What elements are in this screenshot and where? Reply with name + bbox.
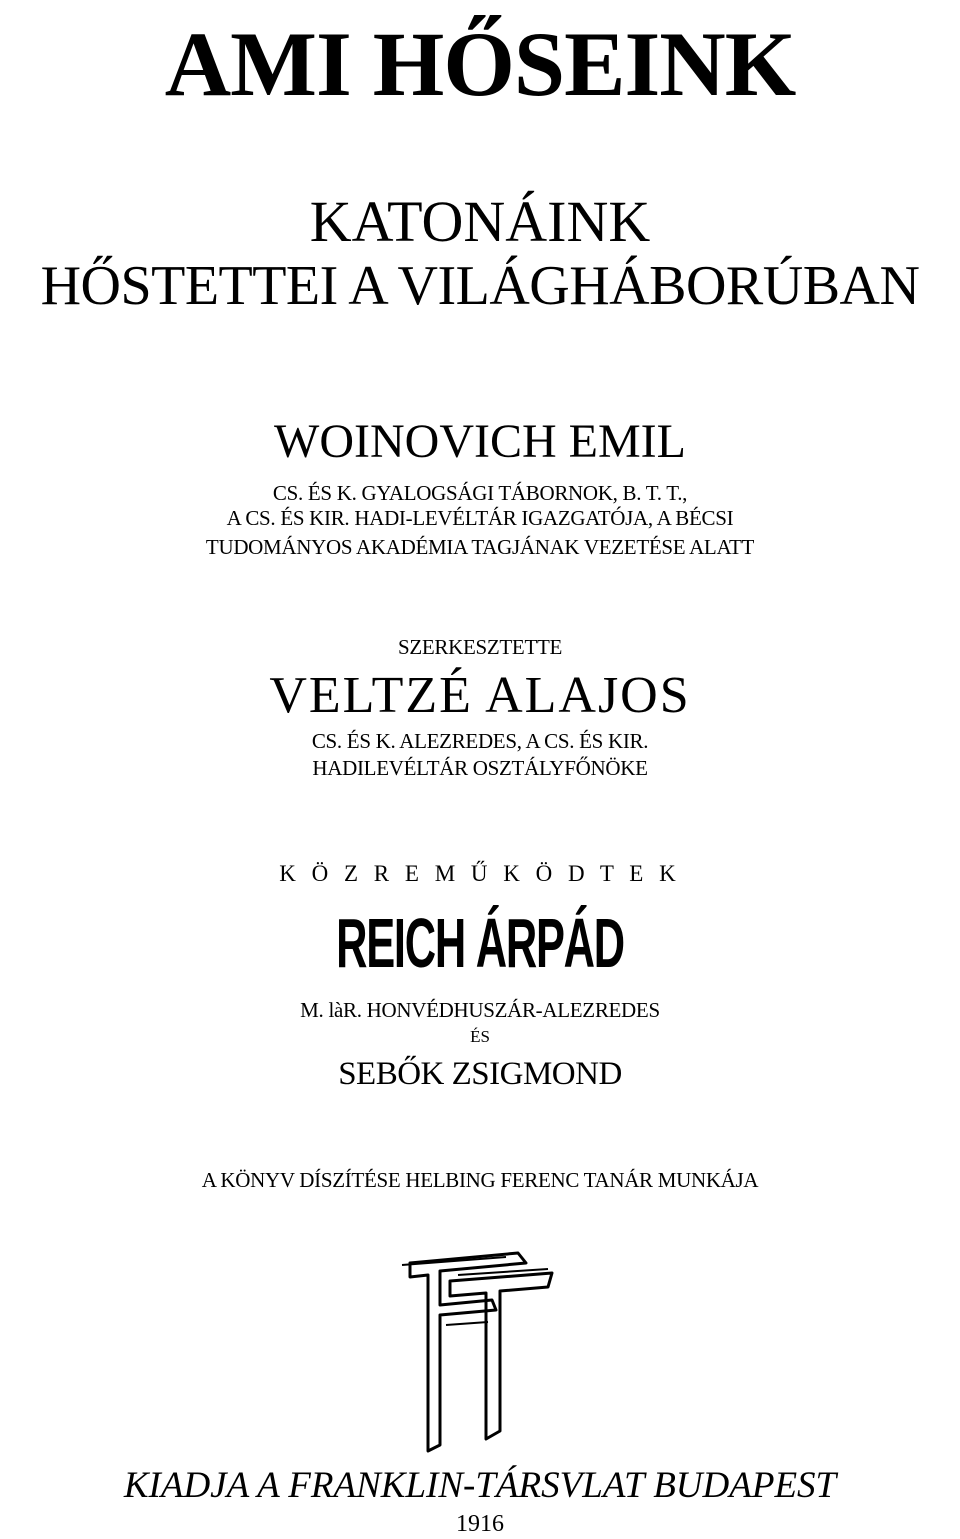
editor-role-line-2: HADILEVÉLTÁR OSZTÁLYFŐNÖKE [312, 756, 648, 780]
editor-name: VELTZÉ ALAJOS [269, 667, 691, 724]
author-name: WOINOVICH EMIL [274, 415, 686, 468]
publisher-monogram-icon [388, 1245, 558, 1460]
contributor-1-name: REICH ÁRPÁD [336, 904, 624, 982]
decoration-credit: A KÖNYV DÍSZÍTÉSE HELBING FERENC TANÁR MUNKÁJA [201, 1168, 759, 1192]
author-role-line-3: TUDOMÁNYOS AKADÉMIA TAGJÁNAK VEZETÉSE ALATT [205, 535, 755, 559]
publication-year: 1916 [456, 1511, 504, 1537]
publisher-line: KIADJA A FRANKLIN-TÁRSVLAT BUDAPEST [123, 1465, 837, 1506]
edited-by-label: SZERKESZTETTE [397, 635, 563, 659]
author-role-line-1: CS. ÉS K. GYALOGSÁGI TÁBORNOK, B. T. T., [272, 481, 688, 505]
contributor-conjunction: ÉS [470, 1027, 490, 1046]
book-title: AMI HŐSEINK [164, 13, 796, 115]
subtitle-line-2: HŐSTETTEI A VILÁGHÁBORÚBAN [40, 255, 920, 317]
subtitle-line-1: KATONÁINK [309, 189, 651, 254]
contributor-2-name: SEBŐK ZSIGMOND [338, 1056, 622, 1092]
editor-role-line-1: CS. ÉS K. ALEZREDES, A CS. ÉS KIR. [311, 729, 649, 753]
author-role-line-2: A CS. ÉS KIR. HADI-LEVÉLTÁR IGAZGATÓJA, A BÉCSI [226, 506, 734, 530]
contributor-1-role: M. làR. HONVÉDHUSZÁR-ALEZREDES [300, 998, 660, 1022]
contributors-label: K Ö Z R E M Ű K Ö D T E K [279, 861, 681, 886]
